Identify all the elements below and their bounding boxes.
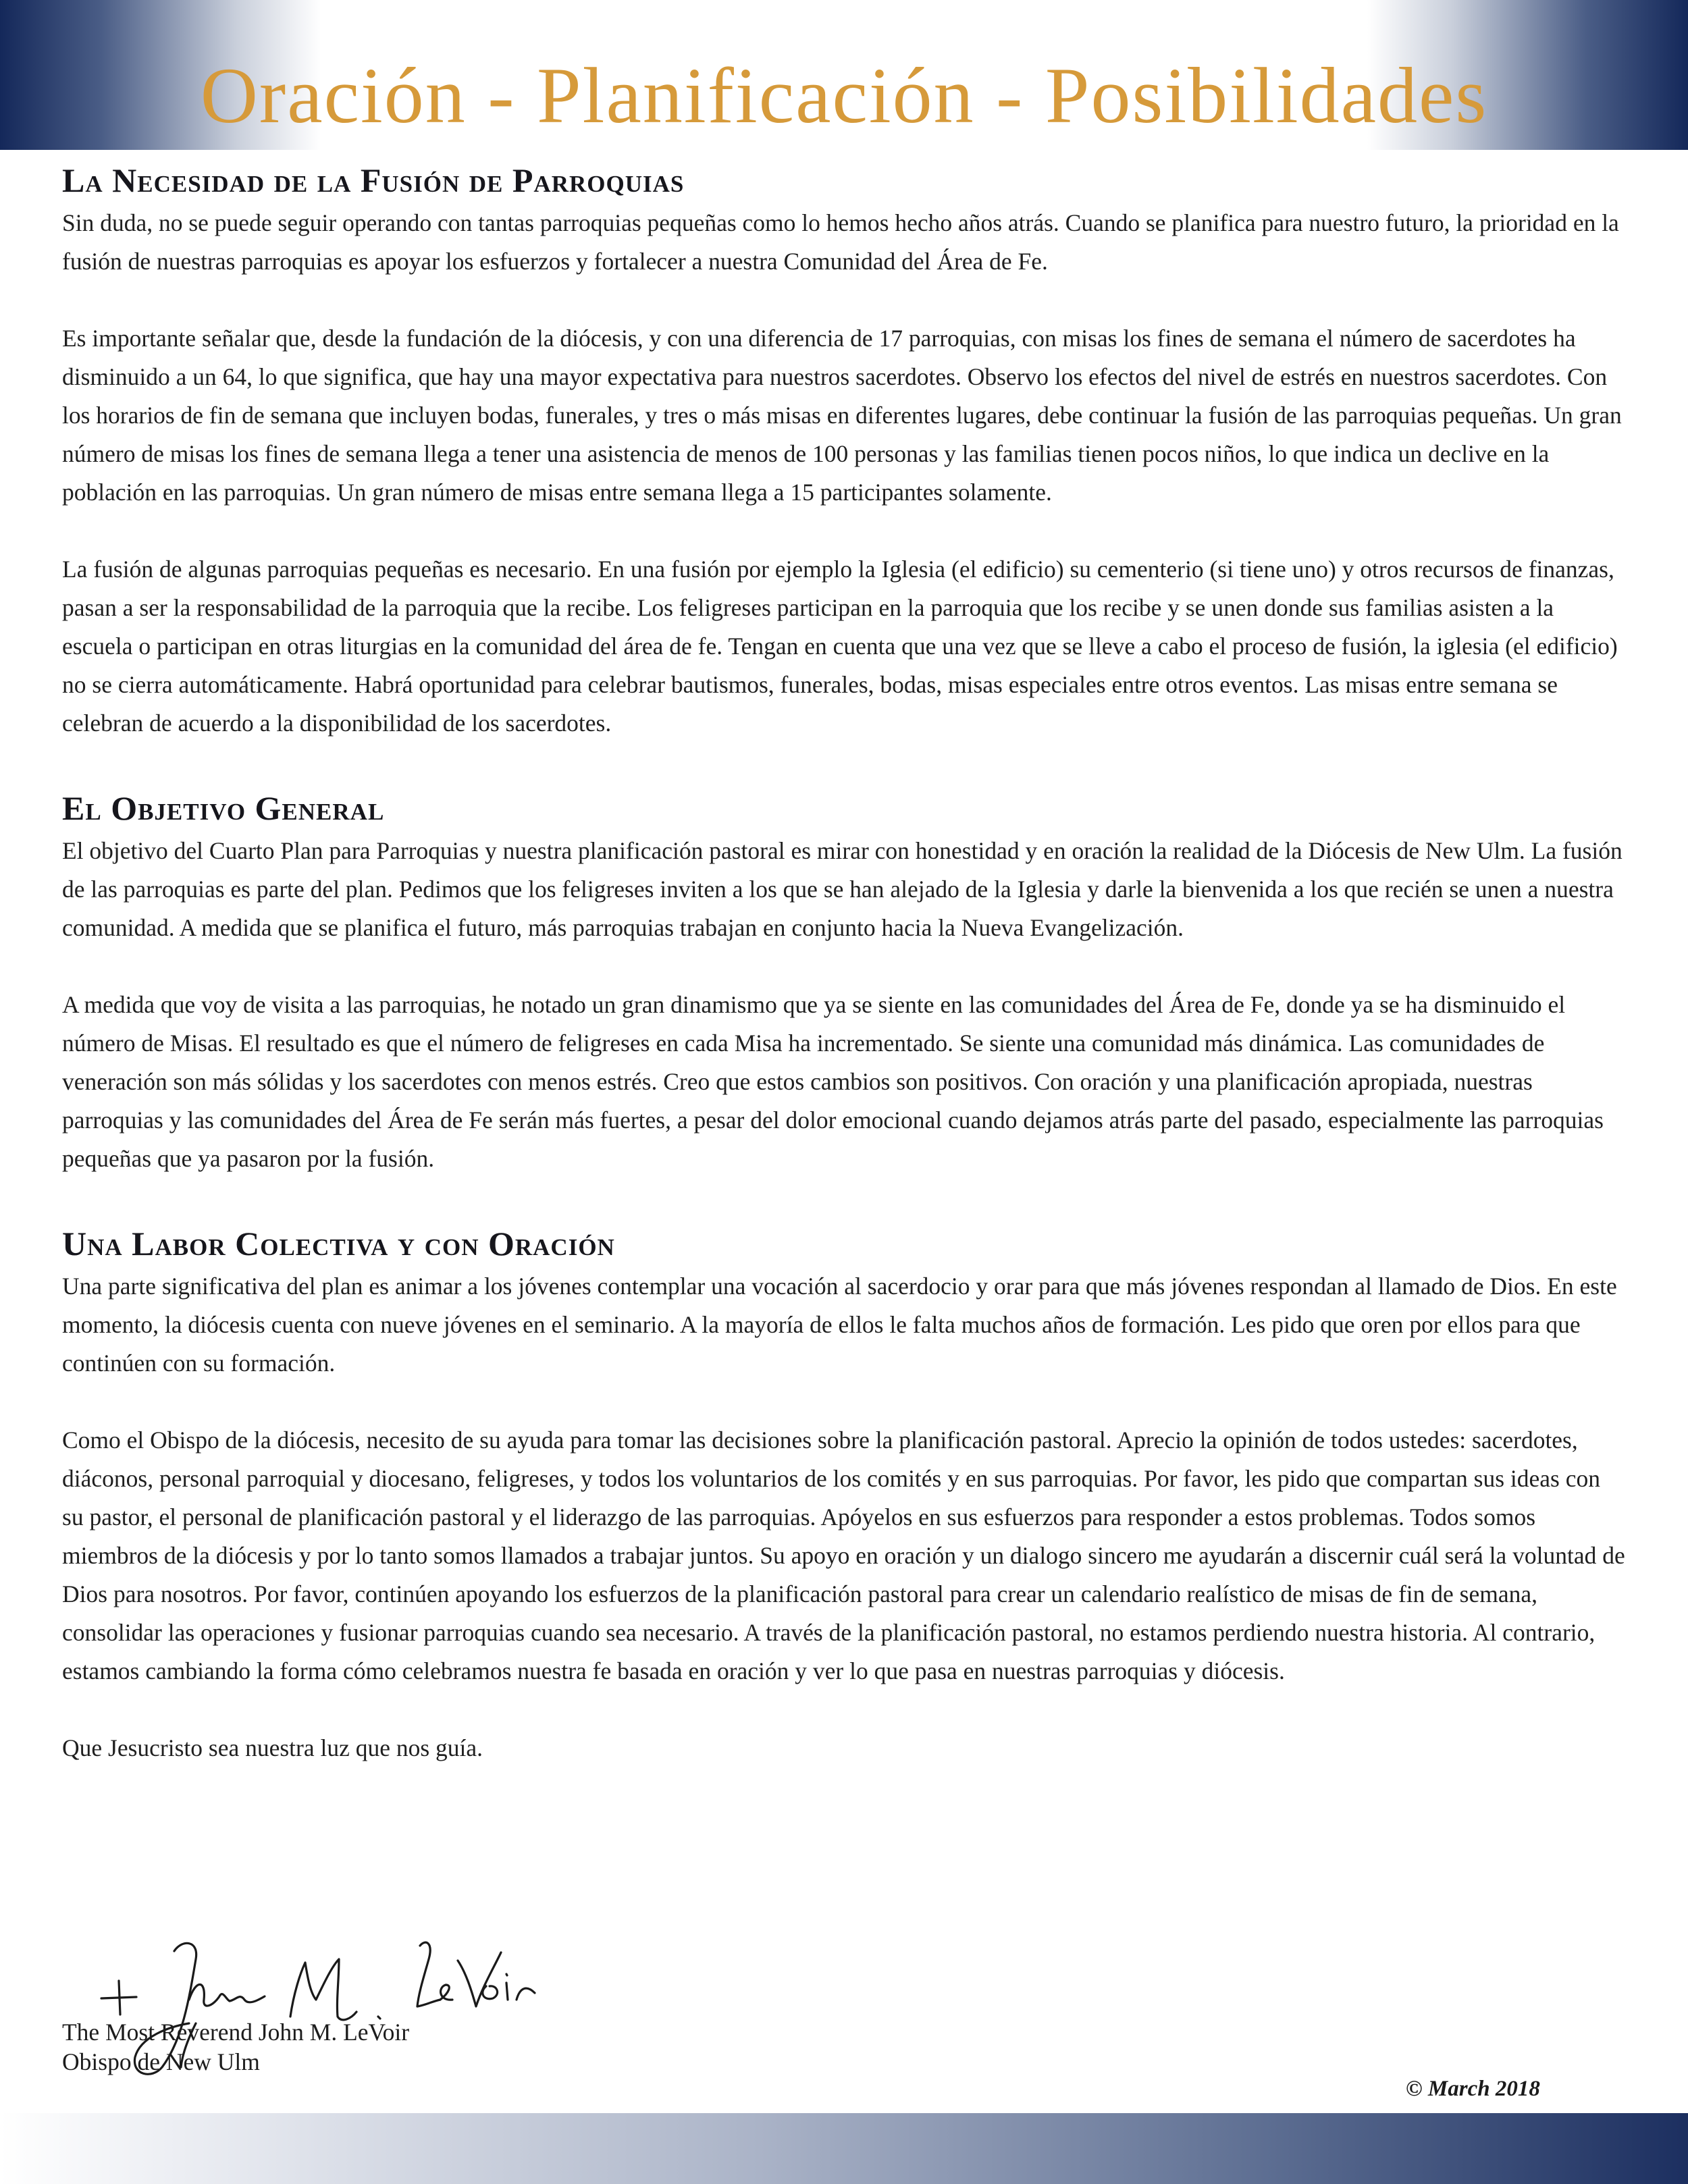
page-title: Oración - Planificación - Posibilidades <box>200 51 1488 140</box>
section-heading: La Necesidad de la Fusión de Parroquias <box>62 161 685 199</box>
paragraph: El objetivo del Cuarto Plan para Parroquias y nuestra planificación pastoral es mirar con honestidad y en oración la realidad de la Diócesis de New Ulm. La fusión de las parroquias es parte del plan. Pedimos que los feligreses inviten a los que se han alejado de la Iglesia y darle la bienvenida a los que recién se unen a nuestra comunidad. A medida que se planifica el futuro, más parroquias trabajan en conjunto hacia la Nueva Evangelización. <box>62 837 1623 941</box>
signer-name: The Most Reverend John M. LeVoir <box>62 2019 410 2046</box>
letter-body <box>62 157 1626 1767</box>
signature-block <box>62 2017 409 2077</box>
paragraph: Es importante señalar que, desde la fundación de la diócesis, y con una diferencia de 17 parroquias, con misas los fines de semana el número de sacerdotes ha disminuido a un 64, lo que significa, que hay una mayor expectativa para nuestros sacerdotes. Observo los efectos del nivel de estrés en nuestros sacerdotes. Con los horarios de fin de semana que incluyen bodas, funerales, y tres o más misas en diferentes lugares, debe continuar la fusión de las parroquias pequeñas. Un gran número de misas los fines de semana llega a tener una asistencia de menos de 100 personas y las familias tienen pocos niños, lo que indica un declive en la población en las parroquias. Un gran número de misas entre semana llega a 15 participantes solamente. <box>62 325 1622 506</box>
paragraph: A medida que voy de visita a las parroquias, he notado un gran dinamismo que ya se siente en las comunidades del Área de Fe, donde ya se ha disminuido el número de Misas. El resultado es que el número de feligreses en cada Misa ha incrementado. Se siente una comunidad más dinámica. Las comunidades de veneración son más sólidas y los sacerdotes con menos estrés. Creo que estos cambios son positivos. Con oración y una planificación apropiada, nuestras parroquias y las comunidades del Área de Fe serán más fuertes, a pesar del dolor emocional cuando dejamos atrás parte del pasado, especialmente las parroquias pequeñas que ya pasaron por la fusión. <box>62 991 1604 1172</box>
section-fusion-need <box>62 157 1626 743</box>
paragraph: Una parte significativa del plan es animar a los jóvenes contemplar una vocación al sacerdocio y orar para que más jóvenes respondan al llamado de Dios. En este momento, la diócesis cuenta con nueve jóvenes en el seminario. A la mayoría de ellos le falta muchos años de formación. Les pido que oren por ellos para que continúen con su formación. <box>62 1273 1617 1377</box>
paragraph: La fusión de algunas parroquias pequeñas es necesario. En una fusión por ejemplo la Iglesia (el edificio) su cementerio (si tiene uno) y otros recursos de finanzas, pasan a ser la responsabilidad de la parroquia que la recibe. Los feligreses participan en la parroquia que los recibe y se unen donde sus familias asisten a la escuela o participan en otras liturgias en la comunidad del área de fe. Tengan en cuenta que una vez que se lleve a cabo el proceso de fusión, la iglesia (el edificio) no se cierra automáticamente. Habrá oportunidad para celebrar bautismos, funerales, bodas, misas especiales entre otros eventos. Las misas entre semana se celebran de acuerdo a la disponibilidad de los sacerdotes. <box>62 556 1618 737</box>
section-collective-labor <box>62 1220 1626 1767</box>
closing-line: Que Jesucristo sea nuestra luz que nos guía. <box>62 1734 483 1761</box>
section-heading: Una Labor Colectiva y con Oración <box>62 1225 615 1262</box>
signer-title: Obispo de New Ulm <box>62 2048 260 2075</box>
section-heading: El Objetivo General <box>62 789 385 827</box>
paragraph: Sin duda, no se puede seguir operando con tantas parroquias pequeñas como lo hemos hecho años atrás. Cuando se planifica para nuestro futuro, la prioridad en la fusión de nuestras parroquias es apoyar los esfuerzos y fortalecer a nuestra Comunidad del Área de Fe. <box>62 209 1619 275</box>
paragraph: Como el Obispo de la diócesis, necesito de su ayuda para tomar las decisiones sobre la planificación pastoral. Aprecio la opinión de todos ustedes: sacerdotes, diáconos, personal parroquial y diocesano, feligreses, y todos los voluntarios de los comités y en sus parroquias. Por favor, les pido que compartan sus ideas con su pastor, el personal de planificación pastoral y el liderazgo de las parroquias. Apóyelos en sus esfuerzos para responder a estos problemas. Todos somos miembros de la diócesis y por lo tanto somos llamados a trabajar juntos. Su apoyo en oración y un dialogo sincero me ayudarán a discernir cuál será la voluntad de Dios para nosotros. Por favor, continúen apoyando los esfuerzos de la planificación pastoral para crear un calendario realístico de misas de fin de semana, consolidar las operaciones y fusionar parroquias cuando sea necesario. A través de la planificación pastoral, no estamos perdiendo nuestra historia. Al contrario, estamos cambiando la forma cómo celebramos nuestra fe basada en oración y ver lo que pasa en nuestras parroquias y diócesis. <box>62 1427 1625 1684</box>
footer-band <box>0 2113 1688 2184</box>
section-general-objective <box>62 784 1626 1178</box>
copyright-notice: © March 2018 <box>1406 2077 1540 2101</box>
